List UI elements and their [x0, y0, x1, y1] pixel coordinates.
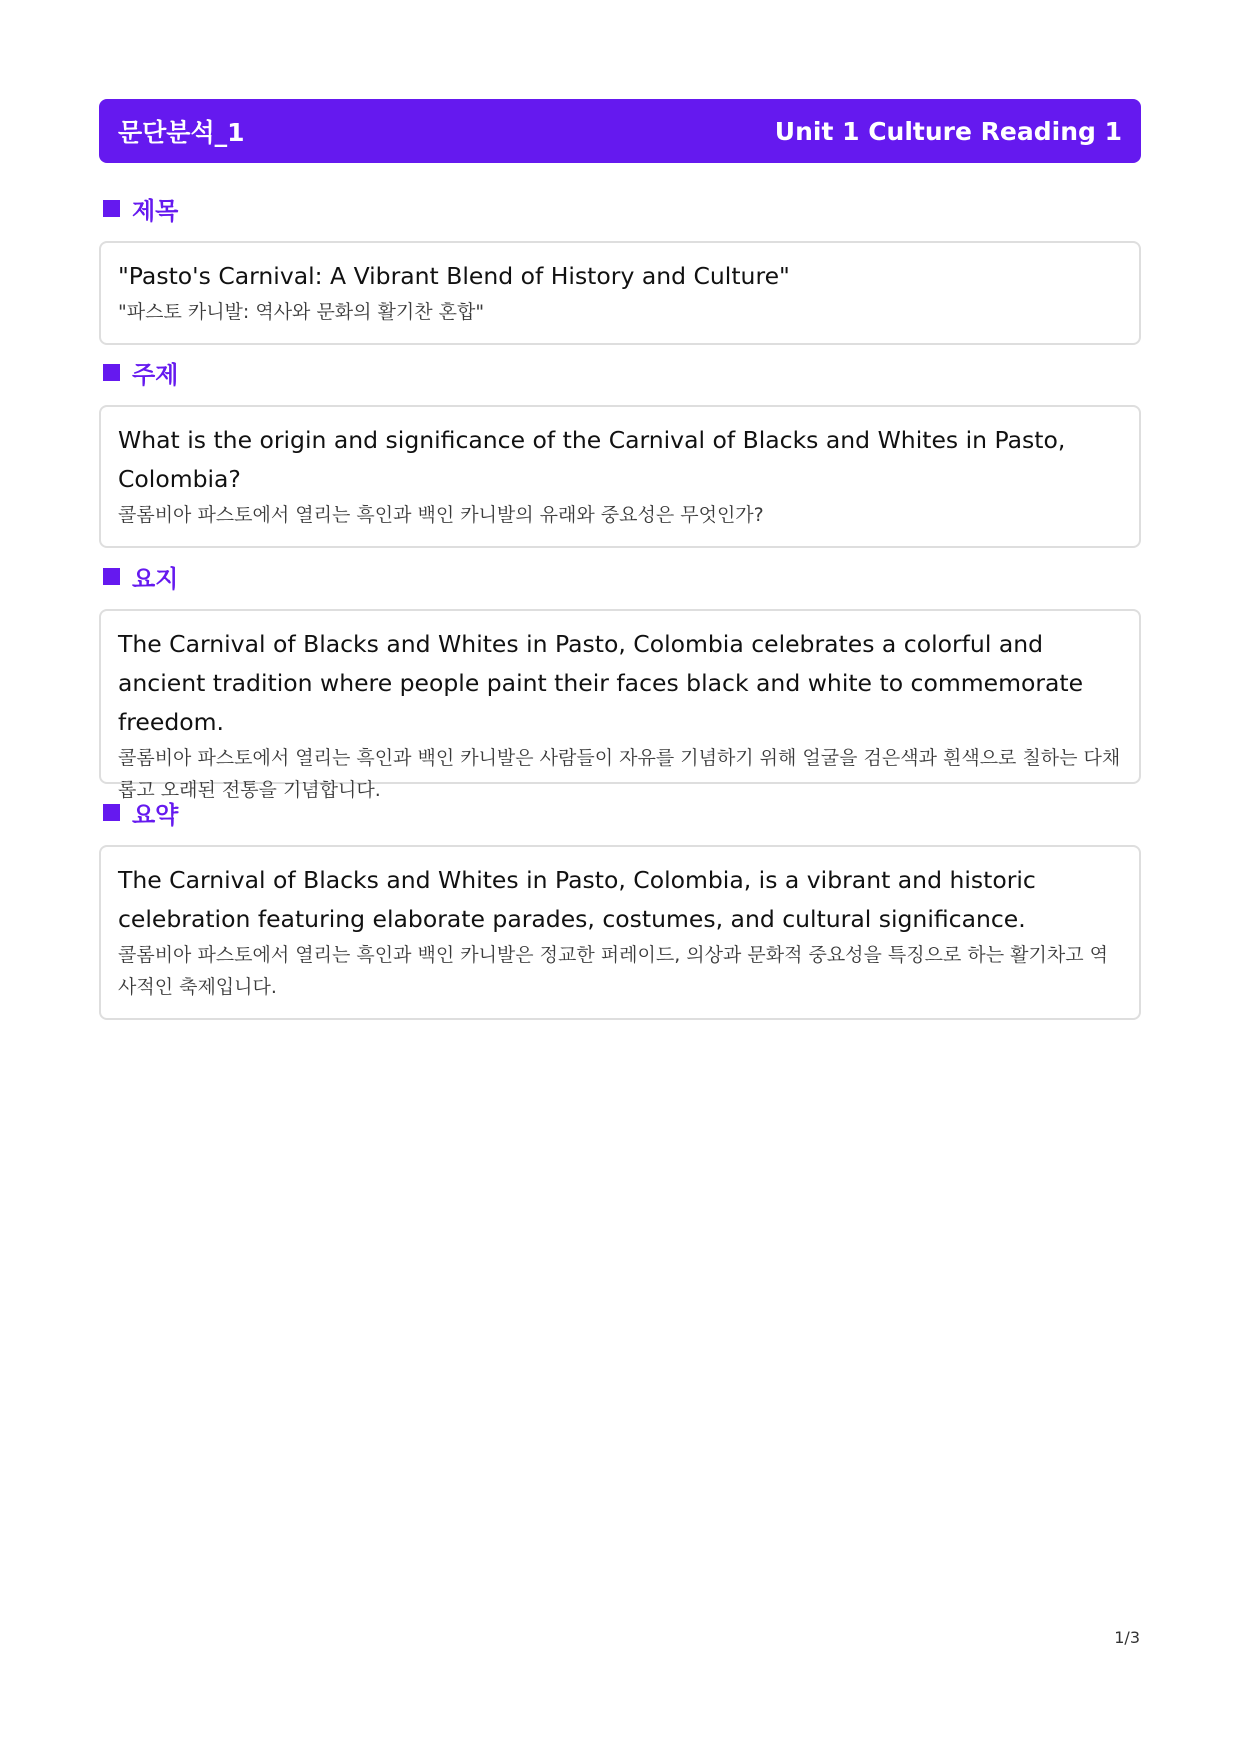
english-text: "Pasto's Carnival: A Vibrant Blend of History and Culture" [118, 262, 790, 290]
header-bar [99, 99, 1141, 163]
square-bullet-icon [103, 568, 120, 585]
section-content-box [99, 405, 1141, 548]
korean-text: 콜롬비아 파스토에서 열리는 흑인과 백인 카니발은 사람들이 자유를 기념하기 위해 얼굴을 검은색과 흰색으로 칠하는 다채롭고 오래된 전통을 기념합니다. [118, 747, 1121, 801]
square-bullet-icon [103, 804, 120, 821]
english-text: What is the origin and significance of the Carnival of Blacks and Whites in Pasto, Colombia? [118, 426, 1066, 493]
section-heading [99, 560, 1141, 592]
section-heading-label: 주제 [132, 360, 179, 389]
section-title [99, 192, 1141, 345]
english-text: The Carnival of Blacks and Whites in Pasto, Colombia celebrates a colorful and ancient tradition where people paint their faces black and white to commemorate freedom. [118, 630, 1084, 736]
unit-title: Unit 1 Culture Reading 1 [774, 116, 1122, 146]
section-content-box [99, 241, 1141, 345]
english-text: The Carnival of Blacks and Whites in Pasto, Colombia, is a vibrant and historic celebration featuring elaborate parades, costumes, and cultural significance. [118, 866, 1036, 933]
square-bullet-icon [103, 364, 120, 381]
section-heading [99, 356, 1141, 388]
section-heading-label: 제목 [132, 196, 179, 225]
document-title: 문단분석_1 [118, 118, 245, 147]
korean-text: 콜롬비아 파스토에서 열리는 흑인과 백인 카니발은 정교한 퍼레이드, 의상과 문화적 중요성을 특징으로 하는 활기차고 역사적인 축제입니다. [118, 944, 1108, 998]
page-number: 1/3 [1114, 1628, 1140, 1647]
korean-text: "파스토 카니발: 역사와 문화의 활기찬 혼합" [118, 301, 485, 323]
section-heading [99, 192, 1141, 224]
section-content-box [99, 609, 1141, 801]
section-summary [99, 796, 1141, 1020]
section-topic [99, 356, 1141, 548]
section-heading-label: 요지 [132, 564, 179, 593]
section-heading [99, 796, 1141, 828]
section-gist [99, 560, 1141, 801]
section-heading-label: 요약 [132, 800, 179, 829]
square-bullet-icon [103, 200, 120, 217]
korean-text: 콜롬비아 파스토에서 열리는 흑인과 백인 카니발의 유래와 중요성은 무엇인가? [118, 504, 764, 526]
section-content-box [99, 845, 1141, 1020]
